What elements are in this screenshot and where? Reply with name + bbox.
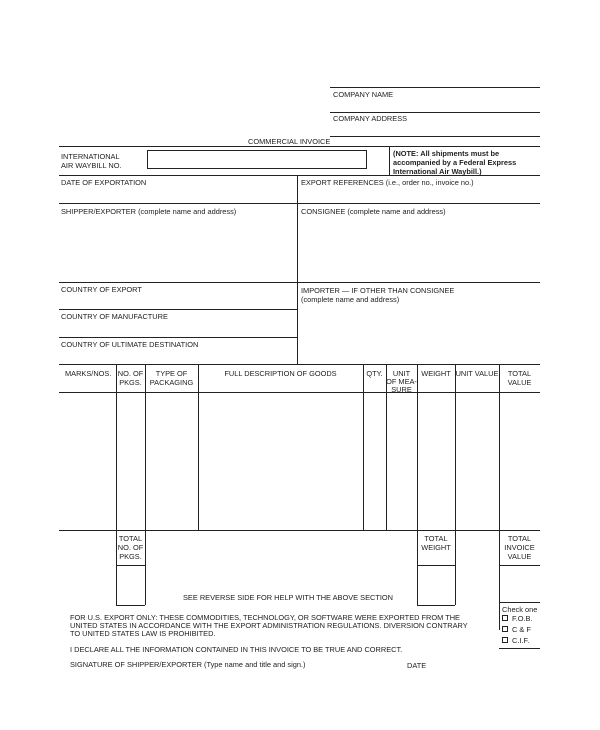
declaration-text: I DECLARE ALL THE INFORMATION CONTAINED IN THIS INVOICE TO BE TRUE AND CORRECT. [70,645,403,654]
fob-checkbox[interactable] [502,615,508,621]
awb-label-line2: AIR WAYBILL NO. [61,161,122,170]
row-line-country-manufacture [59,337,297,338]
total-pkgs-bottom [116,605,145,606]
cf-checkbox[interactable] [502,626,508,632]
company-address-label: COMPANY ADDRESS [333,114,408,123]
row-line-country-export [59,309,297,310]
col-line-description-right [363,364,364,530]
col-unit-header-1: UNIT [392,369,411,378]
awb-note-line1: (NOTE: All shipments must be [393,149,500,158]
country-of-destination-label: COUNTRY OF ULTIMATE DESTINATION [61,340,199,349]
col-qty-header: QTY. [366,369,383,378]
help-note: SEE REVERSE SIDE FOR HELP WITH THE ABOVE SECTION [183,593,393,602]
signature-label: SIGNATURE OF SHIPPER/EXPORTER (Type name and title and sign.) [70,660,306,669]
col-line-unit-right [417,364,418,605]
total-pkgs-divider [116,565,145,566]
total-pkgs-label-2: NO. OF [117,543,144,552]
company-address-line-2 [330,136,540,137]
col-total-value-header-2: VALUE [507,378,532,387]
col-line-pkgs-right [145,364,146,605]
col-line-packaging-right [198,364,199,530]
total-value-label-3: VALUE [507,552,532,561]
total-value-bottom [499,602,540,603]
frame-mid-divider [297,175,298,364]
export-statement-line3: TO UNITED STATES LAW IS PROHIBITED. [70,629,216,638]
check-one-bottom-line [499,648,540,649]
awb-label-line1: INTERNATIONAL [61,152,120,161]
importer-label-line2: (complete name and address) [301,295,400,304]
export-references-label: EXPORT REFERENCES (i.e., order no., invoice no.) [301,178,474,187]
col-unit-header-2: OF MEA- [386,377,417,386]
country-of-manufacture-label: COUNTRY OF MANUFACTURE [61,312,168,321]
importer-label-line1: IMPORTER — IF OTHER THAN CONSIGNEE [301,286,455,295]
col-line-weight-right [455,364,456,605]
total-weight-bottom [417,605,455,606]
row-line-date [59,203,540,204]
col-weight-header: WEIGHT [421,369,451,378]
cif-checkbox[interactable] [502,637,508,643]
col-line-unitvalue-right [499,364,500,630]
awb-note-divider [389,146,390,175]
col-line-pkgs-left [116,364,117,605]
fob-label: F.O.B. [512,614,533,623]
col-packaging-header-1: TYPE OF [155,369,188,378]
date-of-exportation-label: DATE OF EXPORTATION [61,178,147,187]
export-statement-line2: UNITED STATES IN ACCORDANCE WITH THE EXPORT ADMINISTRATION REGULATIONS. DIVERSION CONTRARY [70,621,468,630]
country-of-export-label: COUNTRY OF EXPORT [61,285,142,294]
awb-note-line2: accompanied by a Federal Express [393,158,517,167]
col-packaging-header-2: PACKAGING [149,378,194,387]
total-pkgs-label-3: PKGS. [119,552,142,561]
col-unit-value-header: UNIT VALUE [455,369,499,378]
table-top-line [59,364,540,365]
total-weight-divider [417,565,455,566]
col-unit-header-3: SURE [391,385,412,394]
col-total-value-header-1: TOTAL [507,369,532,378]
col-pkgs-header-1: NO. OF [117,369,144,378]
awb-note-line3: International Air Waybill.) [393,167,482,176]
cf-label: C & F [512,625,531,634]
table-header-bottom-line [59,392,540,393]
col-marks-header: MARKS/NOS. [65,369,112,378]
total-value-label-2: INVOICE [504,543,535,552]
cif-label: C.I.F. [512,636,530,645]
col-description-header: FULL DESCRIPTION OF GOODS [224,369,337,378]
total-pkgs-label-1: TOTAL [118,534,143,543]
total-weight-label-1: TOTAL [424,534,448,543]
table-body-bottom-line [59,530,540,531]
export-statement-line1: FOR U.S. EXPORT ONLY: THESE COMMODITIES, TECHNOLOGY, OR SOFTWARE WERE EXPORTED FROM THE [70,613,460,622]
company-name-line [330,87,540,88]
form-title: COMMERCIAL INVOICE [248,137,331,146]
company-name-label: COMPANY NAME [333,90,394,99]
company-address-line [330,112,540,113]
total-weight-label-2: WEIGHT [421,543,451,552]
total-value-label-1: TOTAL [507,534,532,543]
shipper-exporter-label: SHIPPER/EXPORTER (complete name and address) [61,207,237,216]
col-pkgs-header-2: PKGS. [119,378,142,387]
consignee-label: CONSIGNEE (complete name and address) [301,207,446,216]
check-one-label: Check one [502,605,538,614]
date-label: DATE [407,661,427,670]
frame-top-line [59,146,540,147]
total-value-divider [499,565,540,566]
air-waybill-number-field[interactable] [147,150,367,169]
row-line-shipper [59,282,540,283]
